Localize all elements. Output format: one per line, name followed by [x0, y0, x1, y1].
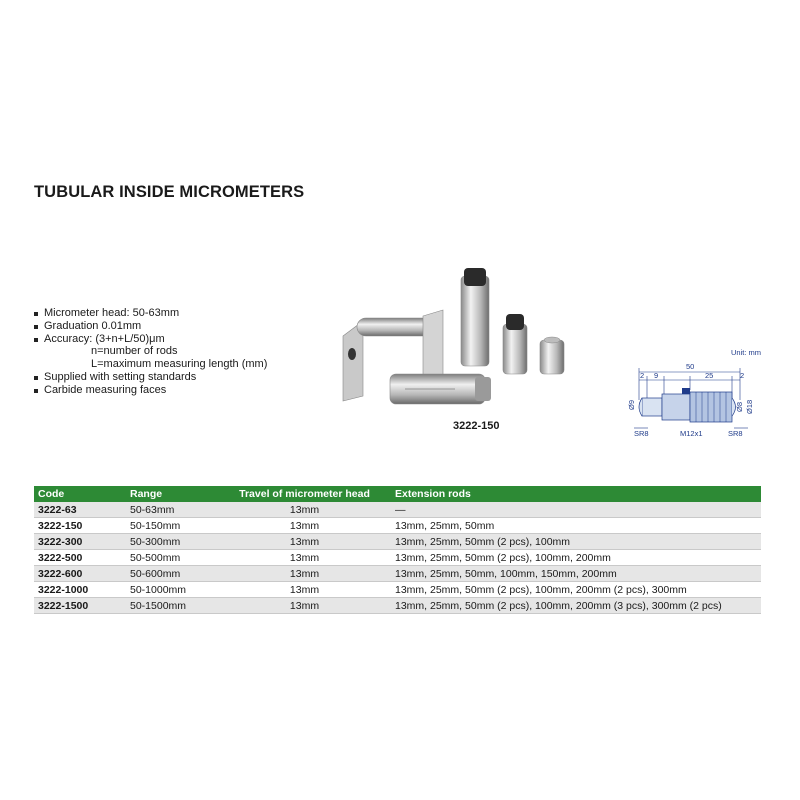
extension-cap — [540, 337, 564, 374]
extension-rod-large — [461, 268, 489, 366]
sr-left-label: SR8 — [634, 429, 649, 438]
table-row — [34, 518, 761, 534]
spec-list — [34, 307, 267, 397]
spec-item: Carbide measuring faces — [34, 384, 267, 397]
dia-18-label: Ø18 — [745, 399, 754, 414]
spec-item: Micrometer head: 50-63mm — [34, 307, 267, 320]
page-title: TUBULAR INSIDE MICROMETERS — [34, 183, 305, 201]
cell-code: 3222-150 — [34, 518, 126, 534]
cell-extension-rods: 13mm, 25mm, 50mm (2 pcs), 100mm, 200mm — [391, 550, 761, 566]
cell-code: 3222-1000 — [34, 582, 126, 598]
spec-item: Graduation 0.01mm — [34, 320, 267, 333]
cell-extension-rods: 13mm, 25mm, 50mm — [391, 518, 761, 534]
unit-label: Unit: mm — [731, 348, 761, 357]
sr-right-label: SR8 — [728, 429, 743, 438]
cell-extension-rods: 13mm, 25mm, 50mm, 100mm, 150mm, 200mm — [391, 566, 761, 582]
cell-range: 50-500mm — [126, 550, 218, 566]
extension-rod-small — [503, 314, 527, 374]
cell-code: 3222-500 — [34, 550, 126, 566]
table-row — [34, 566, 761, 582]
cell-code: 3222-63 — [34, 502, 126, 518]
cell-travel: 13mm — [218, 598, 391, 614]
cell-range: 50-1500mm — [126, 598, 218, 614]
thread-label: M12x1 — [680, 429, 703, 438]
header-code: Code — [34, 486, 126, 502]
cell-travel: 13mm — [218, 534, 391, 550]
cell-extension-rods: 13mm, 25mm, 50mm (2 pcs), 100mm, 200mm (3 pcs), 300mm (2 pcs) — [391, 598, 761, 614]
header-range: Range — [126, 486, 218, 502]
dim-9-label: 9 — [654, 371, 659, 380]
cell-code: 3222-600 — [34, 566, 126, 582]
cell-code: 3222-1500 — [34, 598, 126, 614]
cell-travel: 13mm — [218, 550, 391, 566]
cell-extension-rods: — — [391, 502, 761, 518]
micrometer-head — [390, 374, 491, 404]
dim-left-2-label: 2 — [640, 371, 645, 380]
spec-subitem: L=maximum measuring length (mm) — [91, 358, 268, 371]
spec-subitem: n=number of rods — [91, 345, 178, 358]
dim-total-label: 50 — [686, 362, 695, 371]
table-row — [34, 598, 761, 614]
micrometer-drawing — [639, 388, 736, 422]
photo-caption: 3222-150 — [453, 420, 500, 432]
cell-range: 50-600mm — [126, 566, 218, 582]
table-row — [34, 502, 761, 518]
cell-travel: 13mm — [218, 518, 391, 534]
cell-travel: 13mm — [218, 566, 391, 582]
cell-range: 50-300mm — [126, 534, 218, 550]
cell-extension-rods: 13mm, 25mm, 50mm (2 pcs), 100mm, 200mm (2 pcs), 300mm — [391, 582, 761, 598]
product-photo — [335, 266, 580, 416]
dim-right-2-label: 2 — [740, 371, 745, 380]
dia-9-label: Ø9 — [627, 399, 636, 410]
cell-travel: 13mm — [218, 582, 391, 598]
cell-extension-rods: 13mm, 25mm, 50mm (2 pcs), 100mm — [391, 534, 761, 550]
spec-item: Supplied with setting standards — [34, 371, 267, 384]
table-row — [34, 534, 761, 550]
cell-travel: 13mm — [218, 502, 391, 518]
cell-code: 3222-300 — [34, 534, 126, 550]
header-extension-rods: Extension rods — [391, 486, 761, 502]
spec-table — [34, 486, 761, 614]
dim-25-label: 25 — [705, 371, 714, 380]
header-travel: Travel of micrometer head — [218, 486, 391, 502]
table-row — [34, 550, 761, 566]
cell-range: 50-150mm — [126, 518, 218, 534]
cell-range: 50-1000mm — [126, 582, 218, 598]
table-row — [34, 582, 761, 598]
spec-item: Accuracy: (3+n+L/50)μm — [34, 333, 267, 346]
cell-range: 50-63mm — [126, 502, 218, 518]
dia-8-label: Ø8 — [735, 401, 744, 412]
table-header-row — [34, 486, 761, 502]
